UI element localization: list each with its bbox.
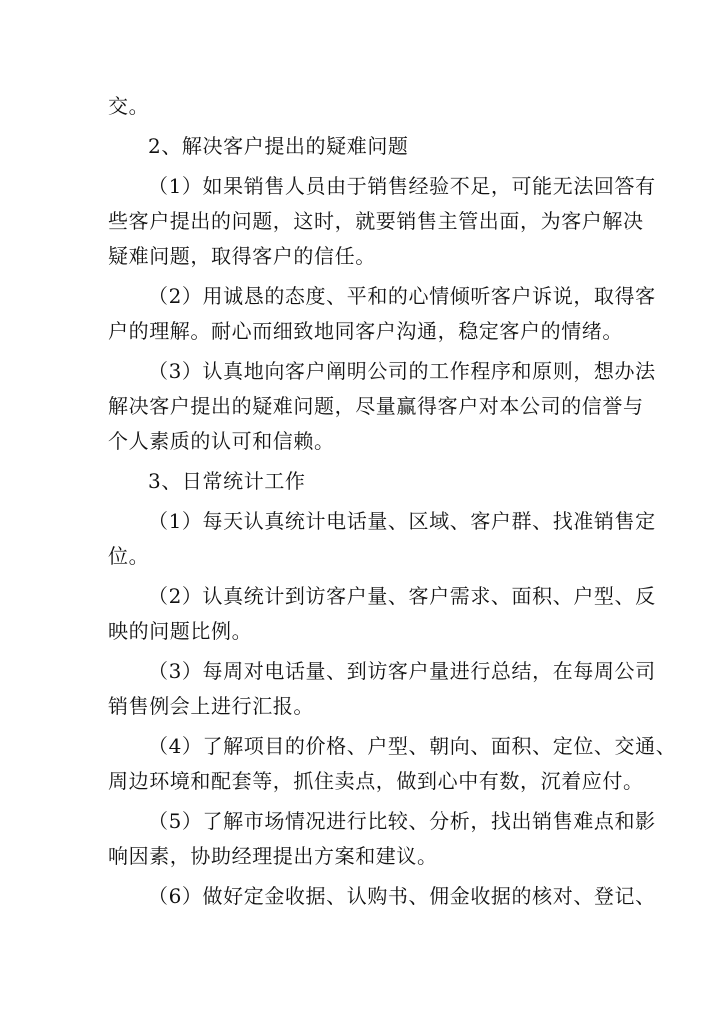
text-line: 些客户提出的问题，这时，就要销售主管出面，为客户解决 [108,209,644,233]
text-line: （3）认真地向客户阐明公司的工作程序和原则，想办法 [148,359,656,383]
text-line: （2）认真统计到访客户量、客户需求、面积、户型、反 [148,584,656,608]
text-line: （3）每周对电话量、到访客户量进行总结，在每周公司 [148,659,656,683]
text-line: 解决客户提出的疑难问题，尽量赢得客户对本公司的信誉与 [108,394,644,418]
text-line: 响因素，协助经理提出方案和建议。 [108,844,438,868]
text-line: 交。 [108,94,150,118]
text-line: 疑难问题，取得客户的信任。 [108,244,376,268]
text-line: （1）每天认真统计电话量、区域、客户群、找准销售定 [148,509,656,533]
text-line: （6）做好定金收据、认购书、佣金收据的核对、登记、 [148,884,656,908]
text-line: （5）了解市场情况进行比较、分析，找出销售难点和影 [148,809,656,833]
text-line: 户的理解。耐心而细致地同客户沟通，稳定客户的情绪。 [108,319,623,343]
text-line: （1）如果销售人员由于销售经验不足，可能无法回答有 [148,174,656,198]
section-heading: 3、日常统计工作 [148,469,306,493]
section-heading: 2、解决客户提出的疑难问题 [148,134,409,158]
text-line: 周边环境和配套等，抓住卖点，做到心中有数，沉着应付。 [108,769,644,793]
text-line: 个人素质的认可和信赖。 [108,429,335,453]
text-line: （4）了解项目的价格、户型、朝向、面积、定位、交通、 [148,734,677,758]
text-line: 位。 [108,544,150,568]
text-line: 销售例会上进行汇报。 [108,694,314,718]
text-line: （2）用诚恳的态度、平和的心情倾听客户诉说，取得客 [148,284,656,308]
text-line: 映的问题比例。 [108,619,253,643]
